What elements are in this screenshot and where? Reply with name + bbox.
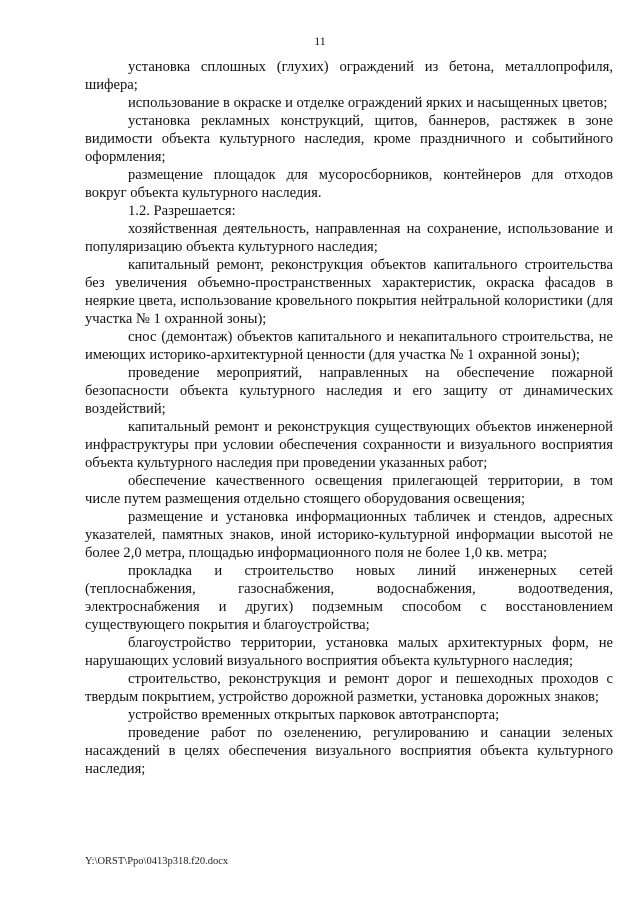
- paragraph: строительство, реконструкция и ремонт дорог и пешеходных проходов с твердым покрытием, устройство дорожной разметки, установка дорожных знаков;: [85, 671, 613, 705]
- paragraph: установка рекламных конструкций, щитов, баннеров, растяжек в зоне видимости объекта культурного наследия, кроме праздничного и событийного оформления;: [85, 113, 613, 165]
- paragraph: капитальный ремонт и реконструкция существующих объектов инженерной инфраструктуры при условии обеспечения сохранности и визуального восприятия объекта культурного наследия при проведении указанных работ;: [85, 419, 613, 471]
- paragraph: хозяйственная деятельность, направленная на сохранение, использование и популяризацию объекта культурного наследия;: [85, 221, 613, 255]
- paragraph: использование в окраске и отделке ограждений ярких и насыщенных цветов;: [128, 95, 608, 111]
- paragraph: обеспечение качественного освещения прилегающей территории, в том числе путем размещения отдельно стоящего оборудования освещения;: [85, 473, 613, 507]
- paragraph: установка сплошных (глухих) ограждений из бетона, металлопрофиля, шифера;: [85, 59, 613, 93]
- paragraph: проведение мероприятий, направленных на обеспечение пожарной безопасности объекта культурного наследия и его защиту от динамических воздействий;: [85, 365, 613, 417]
- paragraph: капитальный ремонт, реконструкция объектов капитального строительства без увеличения объемно-пространственных характеристик, окраска фасадов в неяркие цвета, использование кровельного покрытия нейтральной колористики (для участка № 1 охранной зоны);: [85, 257, 613, 327]
- paragraph: благоустройство территории, установка малых архитектурных форм, не нарушающих условий визуального восприятия объекта культурного наследия;: [85, 635, 613, 669]
- paragraph: устройство временных открытых парковок автотранспорта;: [128, 707, 500, 723]
- file-path-footer: Y:\ORST\Ppo\0413p318.f20.docx: [85, 856, 229, 867]
- page-number: 11: [314, 34, 326, 48]
- paragraph: снос (демонтаж) объектов капитального и некапитального строительства, не имеющих историко-архитектурной ценности (для участка № 1 охранной зоны);: [85, 329, 613, 363]
- paragraph: проведение работ по озеленению, регулированию и санации зеленых насаждений в целях обеспечения визуального восприятия объекта культурного наследия;: [85, 725, 613, 777]
- paragraph: размещение площадок для мусоросборников, контейнеров для отходов вокруг объекта культурного наследия.: [85, 167, 613, 201]
- section-heading: 1.2. Разрешается:: [128, 203, 236, 219]
- paragraph: прокладка и строительство новых линий инженерных сетей (теплоснабжения, газоснабжения, водоснабжения, водоотведения, электроснабжения и других) подземным способом с восстановлением существующего покрытия и благоустройства;: [85, 563, 613, 633]
- document-body: [85, 58, 613, 778]
- paragraph: размещение и установка информационных табличек и стендов, адресных указателей, памятных знаков, иной историко-культурной информации высотой не более 2,0 метра, площадью информационного поля не более 1,0 кв. метра;: [85, 509, 613, 561]
